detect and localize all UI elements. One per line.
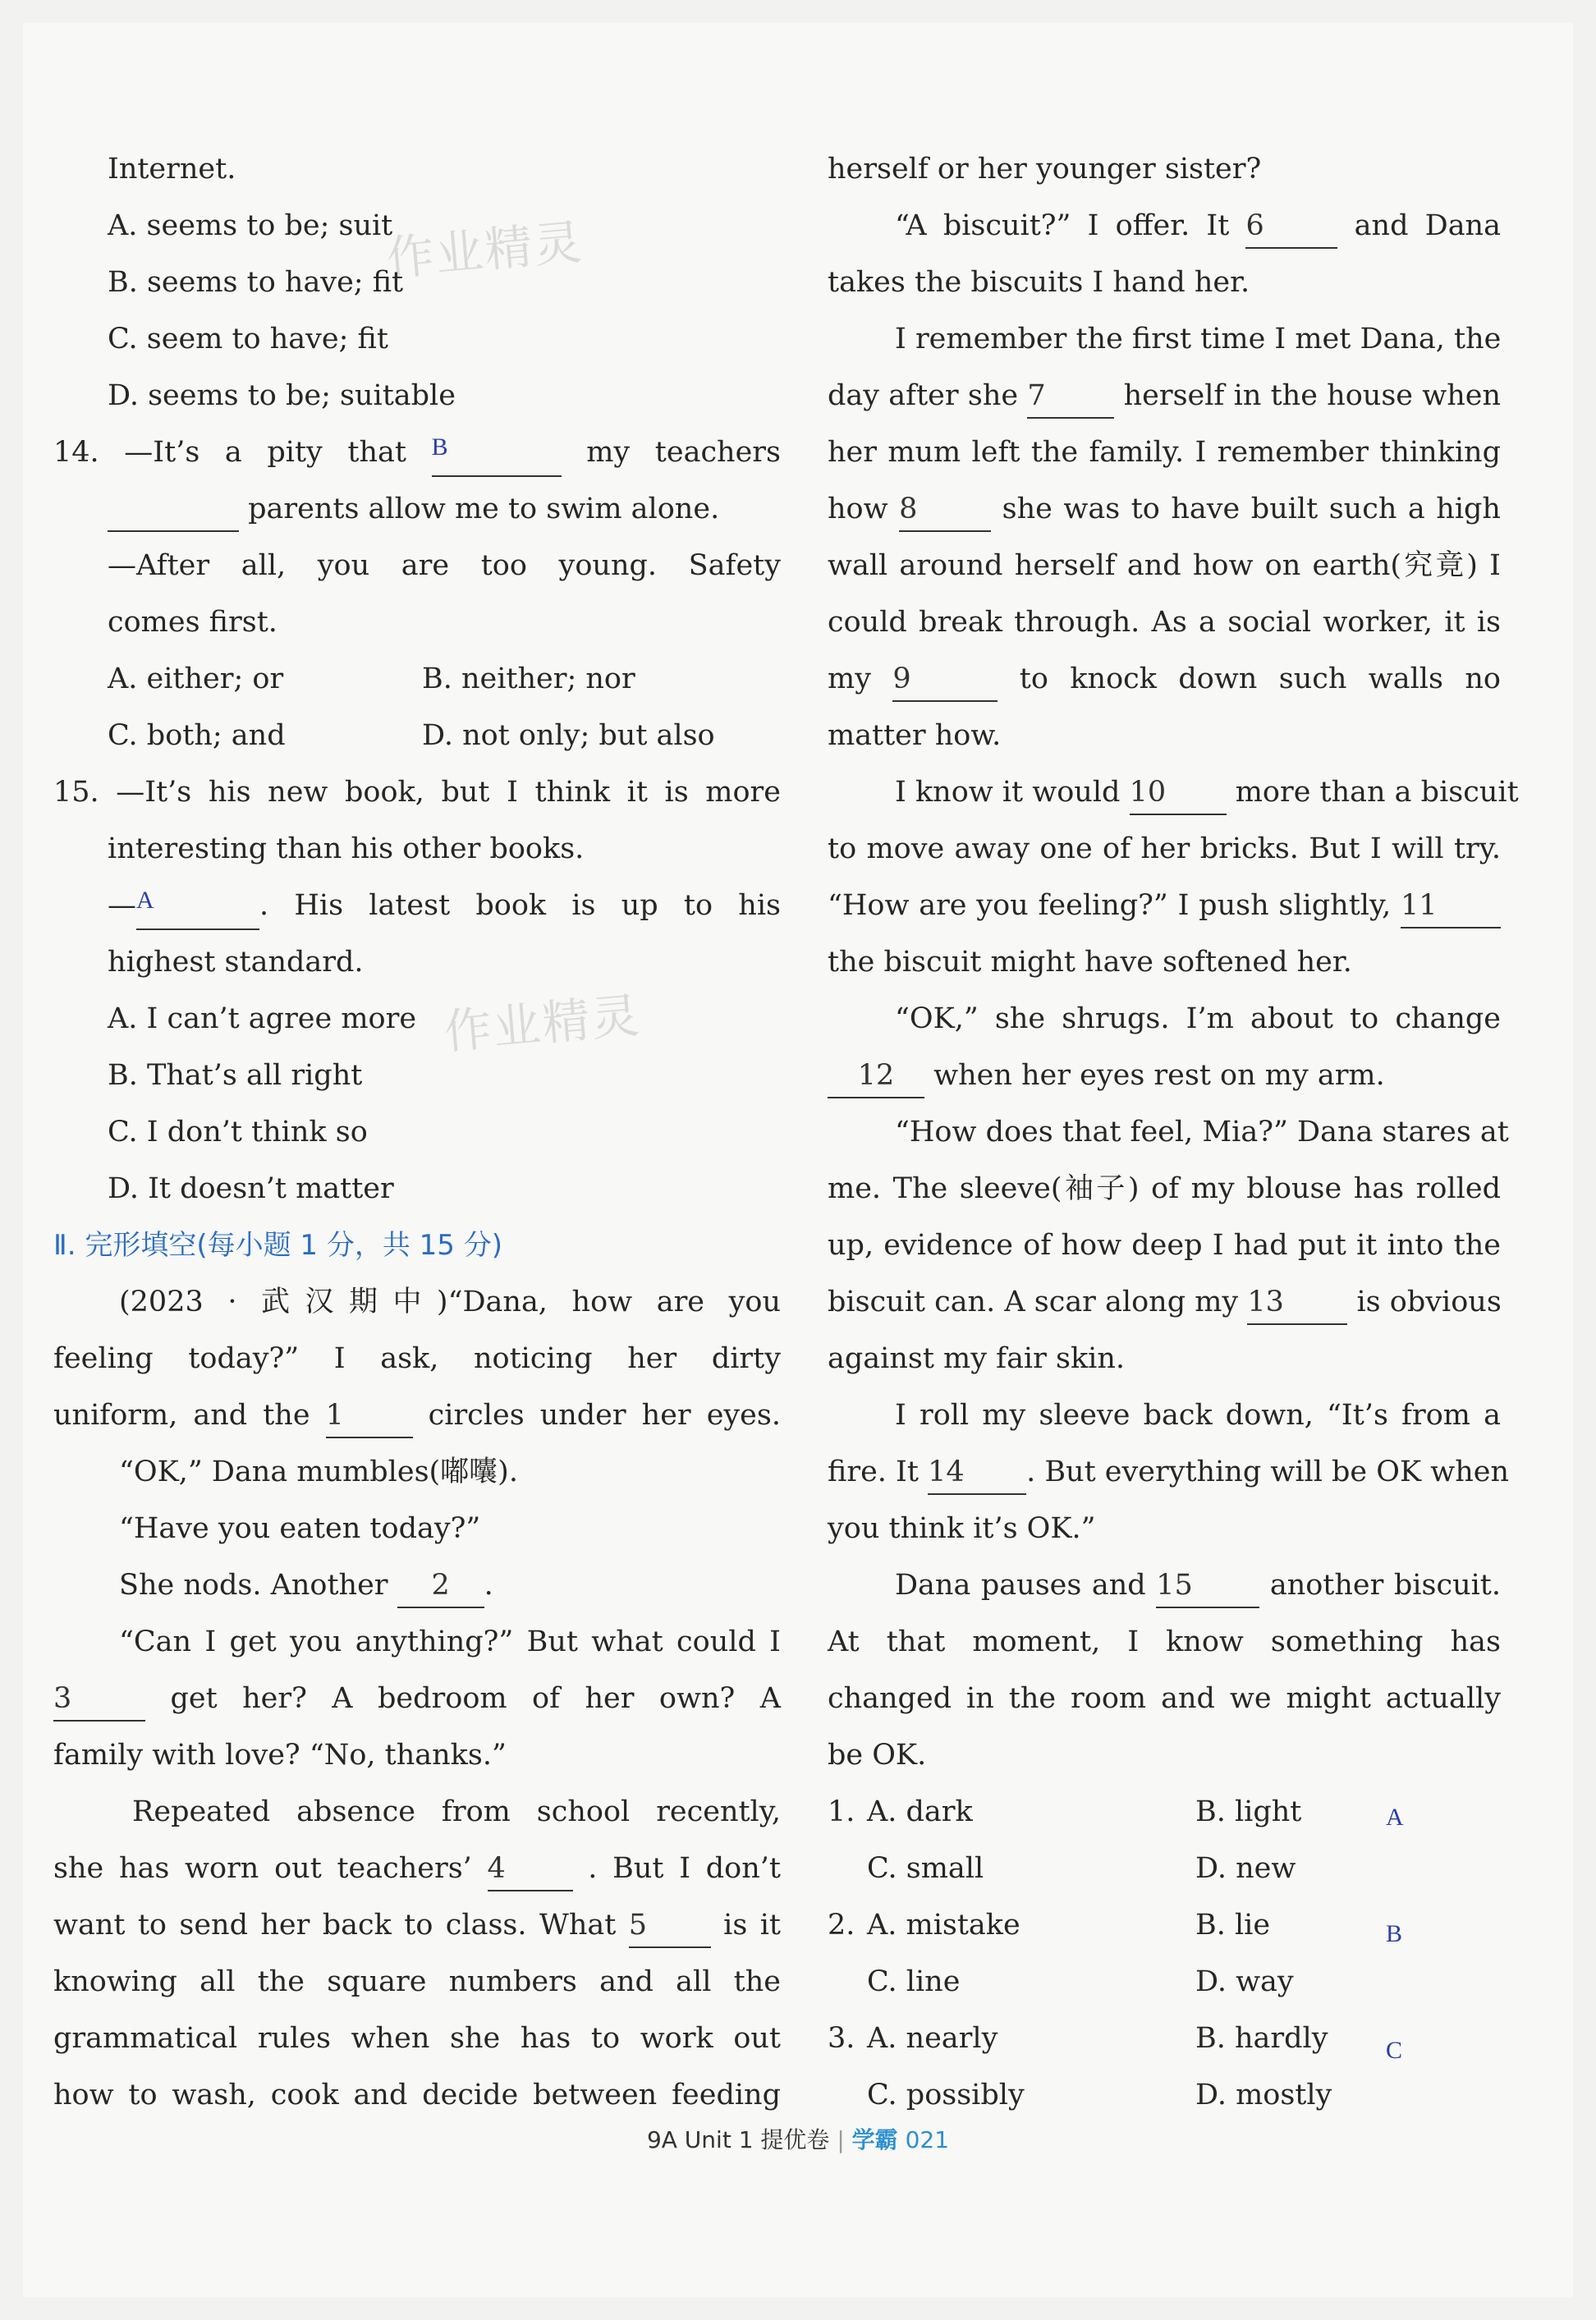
q14-options-cd: C. both; and D. not only; but also <box>108 719 715 752</box>
question-2-row-2: C. line D. way <box>867 1965 1294 1998</box>
q13-option-d: D. seems to be; suitable <box>108 379 456 412</box>
footer-page-number: 021 <box>905 2126 950 2153</box>
passage-right-line-13: to move away one of her bricks. But I will try. <box>828 832 1501 865</box>
left-column <box>53 141 781 2124</box>
passage-line-13: knowing all the square numbers and all the <box>53 1965 781 1998</box>
q14-number: 14. <box>53 436 99 469</box>
q14-line-3: —After all, you are too young. Safety <box>108 549 781 582</box>
passage-right-line-24: fire. It 14 . But everything will be OK when <box>828 1444 1501 1501</box>
blank-5: 5 <box>629 1904 711 1948</box>
footer-brand: 学霸 <box>851 2126 898 2153</box>
passage-line-12: want to send her back to class. What 5 is it <box>53 1897 781 1954</box>
passage-line-1: (2023 · 武汉期中)“Dana, how are you <box>119 1286 781 1318</box>
question-2-answer: B <box>1386 1920 1403 1947</box>
q15-line-2: interesting than his other books. <box>108 832 585 865</box>
passage-line-14: grammatical rules when she has to work out <box>53 2022 781 2055</box>
blank-13: 13 <box>1247 1281 1347 1325</box>
passage-right-line-10: my 9 to knock down such walls no <box>828 651 1501 708</box>
q15-answer-blank <box>136 884 259 930</box>
q15-line-1: 15. —It’s his new book, but I think it is more <box>53 776 781 809</box>
passage-right-line-15: the biscuit might have softened her. <box>828 946 1352 979</box>
q15-answer: A <box>136 887 154 914</box>
q13-tail: Internet. <box>108 153 236 186</box>
blank-2: 2 <box>397 1564 484 1608</box>
blank-6: 6 <box>1245 204 1337 249</box>
q15-option-c: C. I don’t think so <box>108 1116 368 1149</box>
passage-right-line-8: wall around herself and how on earth(究竟) I <box>828 549 1501 582</box>
question-1-answer: A <box>1386 1804 1404 1831</box>
blank-14: 14 <box>928 1451 1026 1495</box>
passage-line-15: how to wash, cook and decide between feeding <box>53 2079 781 2111</box>
passage-line-11: she has worn out teachers’ 4 . But I don’t <box>53 1841 781 1897</box>
q14-answer-blank <box>432 431 562 477</box>
blank-4: 4 <box>488 1847 573 1891</box>
passage-line-5: “Have you eaten today?” <box>119 1512 481 1545</box>
passage-line-8: 3 get her? A bedroom of her own? A <box>53 1671 781 1727</box>
passage-line-7: “Can I get you anything?” But what could I <box>119 1625 781 1658</box>
q15-option-a: A. I can’t agree more <box>108 1002 417 1035</box>
passage-right-line-17: 12 when her eyes rest on my arm. <box>828 1048 1501 1104</box>
question-1-row-1: 1. A. dark B. light A <box>828 1784 1501 1841</box>
blank-15: 15 <box>1156 1564 1259 1608</box>
passage-right-line-26: Dana pauses and 15 another biscuit. <box>828 1557 1501 1614</box>
passage-right-line-1: herself or her younger sister? <box>828 153 1262 186</box>
passage-right-line-3: takes the biscuits I hand her. <box>828 266 1250 299</box>
passage-right-line-20: up, evidence of how deep I had put it into the <box>828 1229 1501 1262</box>
q14-line-1: 14. —It’s a pity that B my teachers <box>53 424 781 481</box>
passage-right-line-2: “A biscuit?” I offer. It 6 and Dana <box>828 198 1501 254</box>
passage-right-line-7: how 8 she was to have built such a high <box>828 481 1501 538</box>
blank-7: 7 <box>1027 374 1114 419</box>
passage-right-line-23: I roll my sleeve back down, “It’s from a <box>895 1399 1501 1432</box>
blank-8: 8 <box>899 488 991 532</box>
passage-right-line-19: me. The sleeve(袖子) of my blouse has rolled <box>828 1172 1501 1205</box>
footer-unit: 9A Unit 1 提优卷 <box>646 2126 830 2153</box>
right-column <box>828 141 1519 2124</box>
passage-line-9: family with love? “No, thanks.” <box>53 1739 507 1772</box>
passage-right-line-18: “How does that feel, Mia?” Dana stares at <box>895 1116 1509 1149</box>
passage-right-line-28: changed in the room and we might actually <box>828 1682 1501 1715</box>
question-1-row-2: C. small D. new <box>867 1852 1296 1885</box>
page-footer: 9A Unit 1 提优卷 | 学霸 021 <box>646 2126 950 2153</box>
passage-line-3: uniform, and the 1 circles under her eyes. <box>53 1387 781 1444</box>
q13-option-c: C. seem to have; fit <box>108 323 388 355</box>
blank-9: 9 <box>892 658 998 702</box>
q15-option-d: D. It doesn’t matter <box>108 1172 394 1205</box>
passage-right-line-22: against my fair skin. <box>828 1342 1126 1375</box>
passage-right-line-21: biscuit can. A scar along my 13 is obvious <box>828 1274 1501 1331</box>
passage-right-line-25: you think it’s OK.” <box>828 1512 1096 1545</box>
blank-1: 1 <box>326 1394 413 1438</box>
question-3-row-2: C. possibly D. mostly <box>867 2079 1332 2111</box>
passage-line-4: “OK,” Dana mumbles(嘟囔). <box>119 1456 518 1488</box>
passage-line-10: Repeated absence from school recently, <box>132 1795 781 1828</box>
q15-number: 15. <box>53 776 99 809</box>
passage-right-line-27: At that moment, I know something has <box>828 1625 1501 1658</box>
q14-options-ab: A. either; or B. neither; nor <box>108 663 635 695</box>
question-3-row-1: 3. A. nearly B. hardly C <box>828 2011 1501 2067</box>
blank-3: 3 <box>53 1677 145 1722</box>
section-title: Ⅱ. 完形填空(每小题 1 分，共 15 分) <box>53 1229 503 1262</box>
q14-answer: B <box>431 433 448 461</box>
passage-line-6: She nods. Another 2 . <box>53 1557 781 1614</box>
blank-11: 11 <box>1401 884 1501 928</box>
q13-option-b: B. seems to have; fit <box>108 266 404 299</box>
blank-10: 10 <box>1130 771 1227 815</box>
passage-line-2: feeling today?” I ask, noticing her dirty <box>53 1342 781 1375</box>
q15-line-3: —A . His latest book is up to his <box>108 878 781 934</box>
watermark: 作业精灵 <box>383 213 585 287</box>
passage-right-line-11: matter how. <box>828 719 1002 752</box>
q13-option-a: A. seems to be; suit <box>108 209 393 242</box>
question-3-answer: C <box>1386 2037 1403 2064</box>
q15-line-4: highest standard. <box>108 946 364 979</box>
passage-right-line-12: I know it would 10 more than a biscuit <box>828 764 1501 821</box>
blank-12: 12 <box>828 1054 924 1098</box>
q14-second-blank <box>108 488 239 532</box>
passage-right-line-6: her mum left the family. I remember thinking <box>828 436 1501 469</box>
q15-option-b: B. That’s all right <box>108 1059 363 1092</box>
passage-right-line-9: could break through. As a social worker, it is <box>828 606 1501 639</box>
q14-line-4: comes first. <box>108 606 277 639</box>
watermark: 作业精灵 <box>441 987 643 1061</box>
question-2-row-1: 2. A. mistake B. lie B <box>828 1897 1501 1954</box>
passage-right-line-5: day after she 7 herself in the house when <box>828 368 1501 424</box>
q14-line-2: parents allow me to swim alone. <box>108 481 781 538</box>
passage-right-line-4: I remember the first time I met Dana, the <box>895 323 1502 355</box>
passage-right-line-29: be OK. <box>828 1739 927 1772</box>
passage-right-line-14: “How are you feeling?” I push slightly, 11 <box>828 878 1501 934</box>
passage-right-line-16: “OK,” she shrugs. I’m about to change <box>895 1002 1501 1035</box>
